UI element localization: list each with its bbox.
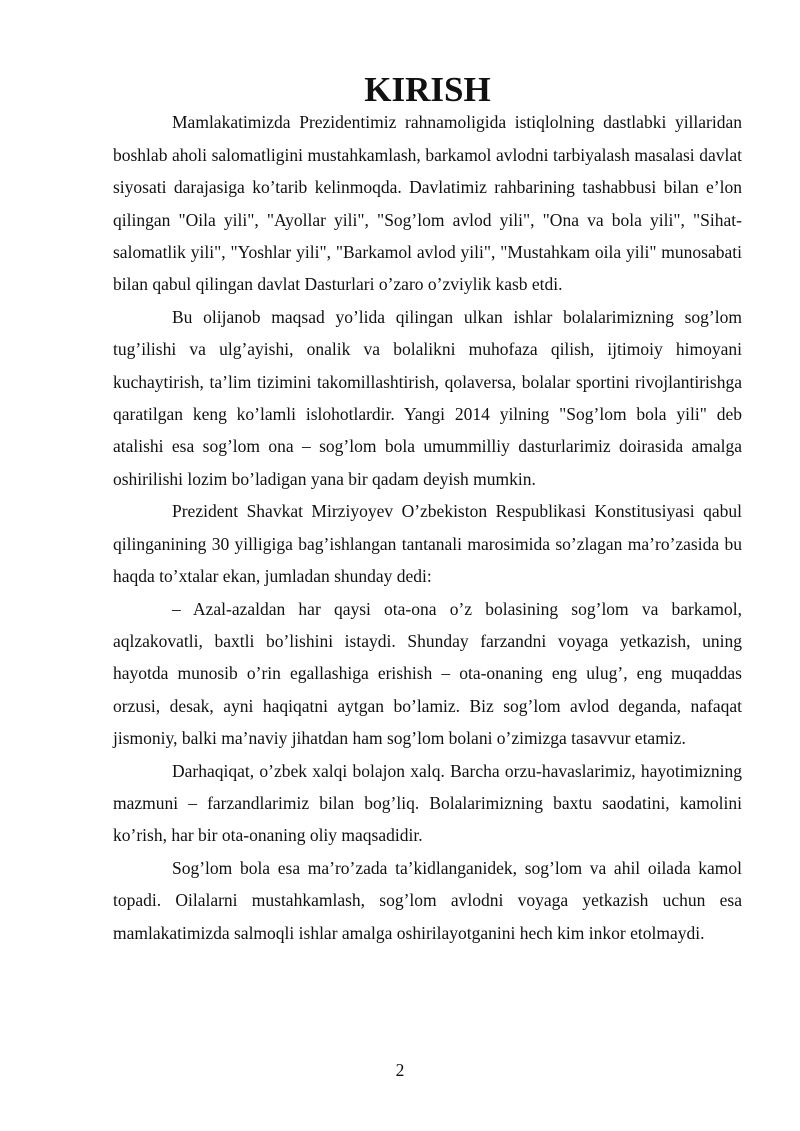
paragraph-1: Mamlakatimizda Prezidentimiz rahnamoligida istiqlolning dastlabki yillaridan boshlab aholi salomatligini mustahkamlash, barkamol avlodni tarbiyalash masalasi davlat siyosati darajasiga ko’tarib kelinmoqda. Davlatimiz rahbarining tashabbusi bilan e’lon qilingan "Oila yili", "Ayollar yili", "Sog’lom avlod yili", "Ona va bola yili", "Sihat-salomatlik yili", "Yoshlar yili", "Barkamol avlod yili", "Mustahkam oila yili" munosabati bilan qabul qilingan davlat Dasturlari o’zaro o’zviylik kasb etdi. [113,112,742,295]
paragraph-6: Sog’lom bola esa ma’ro’zada ta’kidlanganidek, sog’lom va ahil oilada kamol topadi. Oilalarni mustahkamlash, sog’lom avlodni voyaga yetkazish uchun esa mamlakatimizda salmoqli ishlar amalga oshirilayotganini hech kim inkor etolmaydi. [113,857,742,943]
page-title: KIRISH [364,70,491,109]
paragraph-5: Darhaqiqat, o’zbek xalqi bolajon xalq. Barcha orzu-havaslarimiz, hayotimizning mazmuni – farzandlarimiz bilan bog’liq. Bolalarimizning baxtu saodatini, kamolini ko’rish, har bir ota-onaning oliy maqsadidir. [113,760,742,846]
paragraph-2: Bu olijanob maqsad yo’lida qilingan ulkan ishlar bolalarimizning sog’lom tug’ilishi va ulg’ayishi, onalik va bolalikni muhofaza qilish, ijtimoiy himoyani kuchaytirish, ta’lim tizimini takomillashtirish, qolaversa, bolalar sportini rivojlantirishga qaratilgan keng ko’lamli islohotlardir. Yangi 2014 yilning "Sog’lom bola yili" deb atalishi esa sog’lom ona – sog’lom bola umummilliy dasturlarimiz doirasida amalga oshirilishi lozim bo’ladigan yana bir qadam deyish mumkin. [113,306,742,489]
page-number: 2 [395,1060,405,1080]
document-page [113,70,742,949]
paragraph-4-quote: – Azal-azaldan har qaysi ota-ona o’z bolasining sog’lom va barkamol, aqlzakovatli, baxtli bo’lishini istaydi. Shunday farzandni voyaga yetkazish, uning hayotda munosib o’rin egallashiga erishish – ota-onaning eng ulug’, eng muqaddas orzusi, desak, ayni haqiqatni aytgan bo’lamiz. Biz sog’lom avlod deganda, nafaqat jismoniy, balki ma’naviy jihatdan ham sog’lom bolani o’zimizga tasavvur etamiz. [113,598,742,749]
paragraph-3: Prezident Shavkat Mirziyoyev O’zbekiston Respublikasi Konstitusiyasi qabul qilinganining 30 yilligiga bag’ishlangan tantanali marosimida so’zlagan ma’ro’zasida bu haqda to’xtalar ekan, jumladan shunday dedi: [113,501,742,587]
